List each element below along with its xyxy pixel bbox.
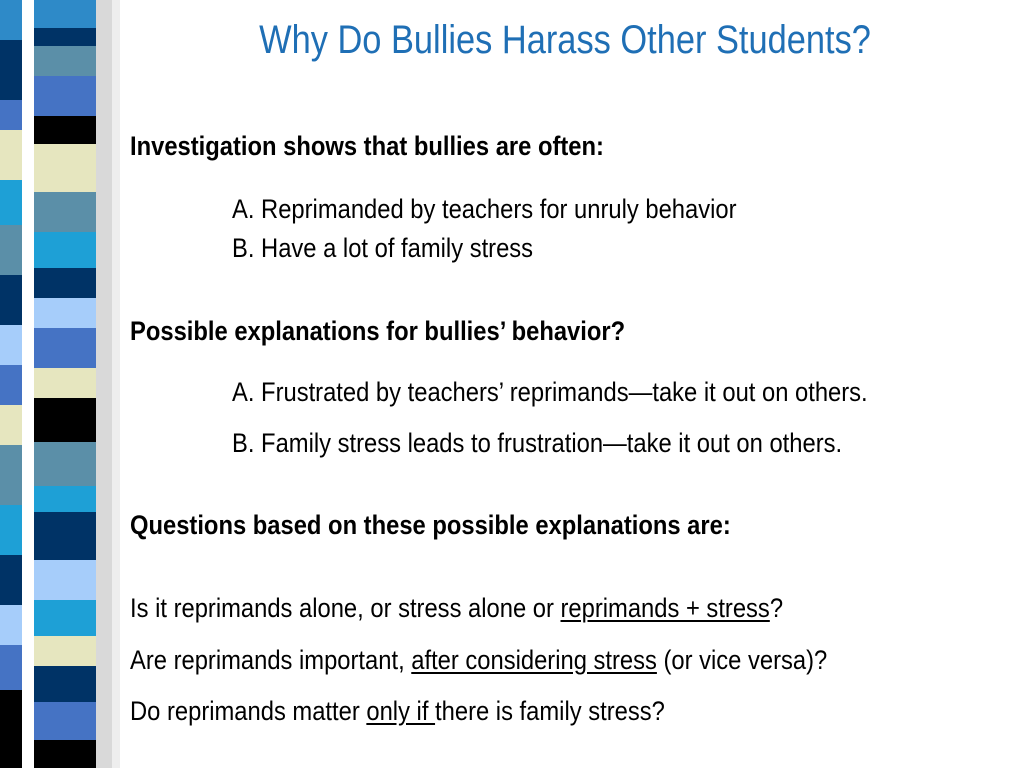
question-3-underlined: only if (366, 696, 436, 726)
investigation-item-b: B. Have a lot of family stress (232, 233, 534, 263)
question-1-underlined: reprimands + stress (560, 593, 770, 623)
question-2-underlined: after considering stress (411, 645, 657, 675)
investigation-item-a: A. Reprimanded by teachers for unruly behavior (232, 194, 737, 224)
explanation-item-b: B. Family stress leads to frustration—take it out on others. (232, 428, 843, 458)
question-1-end: ? (769, 593, 784, 623)
question-2 (130, 645, 827, 676)
question-3 (130, 696, 665, 727)
question-3-end: there is family stress? (435, 696, 665, 726)
section-heading-explanations: Possible explanations for bullies’ behavior? (130, 316, 626, 346)
section-heading-investigation: Investigation shows that bullies are often: (130, 131, 604, 161)
section-heading-questions: Questions based on these possible explanations are: (130, 510, 731, 540)
question-2-end: (or vice versa)? (656, 645, 828, 675)
question-2-text: Are reprimands important, (130, 645, 412, 675)
question-3-text: Do reprimands matter (130, 696, 367, 726)
slide-title: Why Do Bullies Harass Other Students? (259, 18, 871, 62)
question-1-text: Is it reprimands alone, or stress alone or (130, 593, 561, 623)
explanation-item-a: A. Frustrated by teachers’ reprimands—take it out on others. (232, 377, 868, 407)
decorative-striped-bar (0, 0, 120, 768)
question-1 (130, 593, 783, 624)
